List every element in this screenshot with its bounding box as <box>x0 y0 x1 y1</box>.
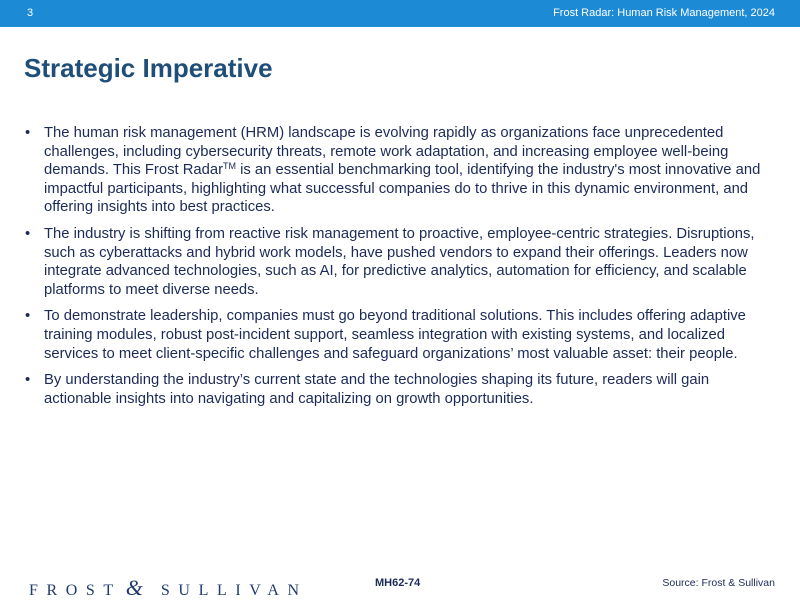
bullet-item <box>24 124 774 217</box>
logo-word-sullivan: SULLIVAN <box>160 582 308 599</box>
bullet-item <box>24 371 774 408</box>
page-heading: Strategic Imperative <box>24 53 273 83</box>
top-bar <box>0 0 800 27</box>
bullet-marker: • <box>25 308 31 325</box>
bullet-text: To demonstrate leadership, companies must go beyond traditional solutions. This includes offering adaptive training modules, robust post-incident support, seamless integration with existing systems, and localized services to meet client-specific challenges and safeguard organizations’ most valuable asset: their people. <box>44 308 746 362</box>
trademark-superscript: TM <box>223 161 237 172</box>
bullet-list <box>24 124 774 416</box>
bullet-item <box>24 307 774 363</box>
bullet-item <box>24 225 774 299</box>
bullet-text: The human risk management (HRM) landscape is evolving rapidly as organizations face unprecedented challenges, including cybersecurity threats, remote work adaptation, and increasing employee well-being demands. This Frost Radar <box>44 125 729 179</box>
document-code: MH62-74 <box>375 577 421 589</box>
logo-word-frost: FROST <box>29 582 122 599</box>
bullet-text-continued: is an essential benchmarking tool, identifying the industry's most innovative and impactful participants, highlighting what successful companies do to thrive in this dynamic environment, and offering insights into best practices. <box>44 162 761 216</box>
page-number: 3 <box>27 7 34 19</box>
frost-sullivan-logo <box>29 575 308 601</box>
bullet-marker: • <box>25 225 31 242</box>
bullet-marker: • <box>25 125 31 141</box>
logo-ampersand: & <box>125 575 143 600</box>
bullet-text: By understanding the industry’s current state and the technologies shaping its future, readers will gain actionable insights into navigating and capitalizing on growth opportunities. <box>44 372 710 407</box>
report-title: Frost Radar: Human Risk Management, 2024 <box>553 7 775 19</box>
source-note: Source: Frost & Sullivan <box>662 577 775 589</box>
bullet-text: The industry is shifting from reactive risk management to proactive, employee-centric strategies. Disruptions, such as cyberattacks and hybrid work models, have pushed vendors to expand their offerings. Leaders now integrate advanced technologies, such as AI, for predictive analytics, automation for efficiency, and scalable platforms to meet diverse needs. <box>44 225 755 298</box>
bullet-marker: • <box>25 372 31 389</box>
